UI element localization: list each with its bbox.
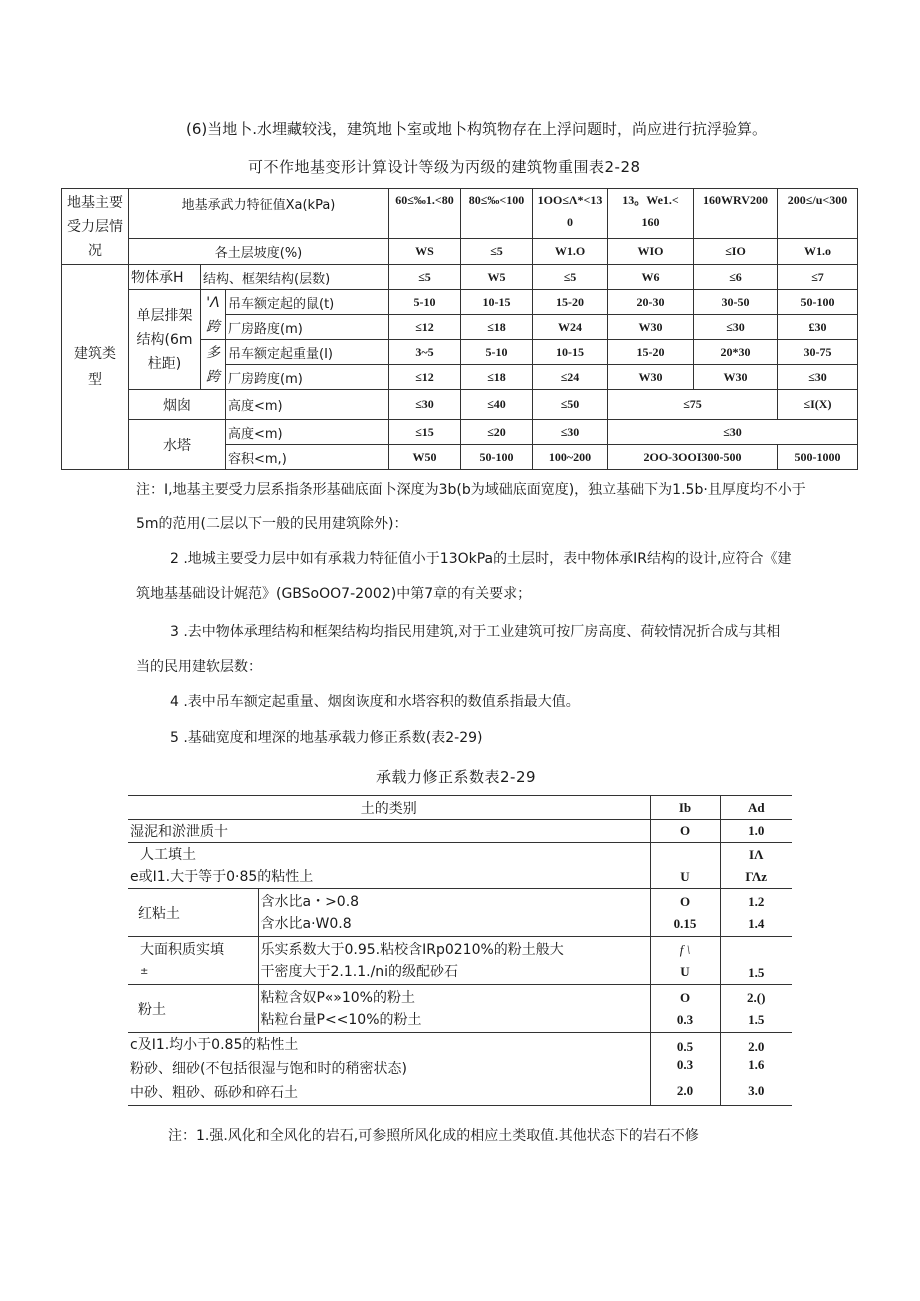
tower-height-value: ≤30 (608, 420, 858, 445)
tower-volume-value: 2OO-3OOI300-500 (608, 445, 778, 470)
tower-volume-value: 500-1000 (778, 445, 858, 470)
eta-d-value: 1.5 (720, 937, 792, 985)
span-label: 厂房跨度(m) (226, 365, 389, 390)
soil-type-label: 湿泥和淤泄质十 (128, 820, 650, 843)
span-value: ≤18 (461, 315, 533, 340)
note-3-line-1: 3 .去中物体承理结构和框架结构均指民用建筑,对于工业建筑可按厂房高度、荷较情况折合成与其相 (170, 624, 781, 640)
note-1-line-1: 注：I,地基主要受力层系指条形基础底面卜深度为3b(b为域础底面宽度)，独立基础下为1.5b·且厚度均不小于 (136, 482, 806, 498)
span-value: ≤30 (778, 365, 858, 390)
note-1-line-2: 5m的范用(二层以下一般的民用建筑除外)： (136, 516, 408, 532)
crane-value: 30-75 (778, 340, 858, 365)
note-2-line-2: 筑地基基础设计娓范》(GBSoOO7-2002)中第7章的有关要求； (136, 586, 532, 602)
frame-value: W5 (461, 265, 533, 290)
soil-type-label: e或I1.大于等于0·85的粘性上 (130, 868, 314, 885)
eta-d-value: 1.5 (748, 1011, 765, 1027)
span-value: W24 (533, 315, 608, 340)
crane-value: 10-15 (533, 340, 608, 365)
single-span-label: 'Λ跨 (201, 290, 226, 340)
crane-value: 20*30 (694, 340, 778, 365)
eta-b-value: 0.3 (676, 1011, 694, 1027)
crane-value: 15-20 (533, 290, 608, 315)
fak-value: 200≤/u<300 (778, 189, 858, 239)
header-eta-d: Ad (720, 796, 792, 820)
masonry-label: 物体承H (129, 265, 201, 290)
eta-d-value: 1.4 (748, 915, 765, 931)
soil-subtype-label: 含水比a·W0.8 (260, 915, 352, 932)
span-value: ≤30 (694, 315, 778, 340)
tower-volume-value: 100~200 (533, 445, 608, 470)
frame-label: 结构、框架结构(层数) (201, 265, 389, 290)
span-value: ≤12 (389, 365, 461, 390)
crane-value: 5-10 (389, 290, 461, 315)
crane-value: 15-20 (608, 340, 694, 365)
crane-capacity-label: 吊车额定起重量(I) (226, 340, 389, 365)
header-soil-type: 土的类别 (128, 796, 650, 820)
soil-type-label: 人工填土 (140, 846, 196, 863)
fak-value: 13。We1.<160 (608, 189, 694, 239)
eta-b-value: 2.0 (676, 1083, 694, 1098)
slope-value: WS (389, 239, 461, 265)
soil-group-label: ± (140, 965, 149, 977)
span-value: W30 (694, 365, 778, 390)
slope-value: WIO (608, 239, 694, 265)
chimney-value: ≤75 (608, 390, 778, 420)
chimney-value: ≤30 (389, 390, 461, 420)
eta-b-value: 0.5 (676, 1039, 694, 1054)
frame-value: ≤6 (694, 265, 778, 290)
eta-d-value: ΓΛz (745, 868, 768, 884)
span-value: W30 (608, 315, 694, 340)
chimney-height-label: 高度<m) (226, 390, 389, 420)
table1-caption: 可不作地基变形计算设计等级为丙级的建筑物重围表2-28 (248, 158, 641, 176)
tower-height-value: ≤30 (533, 420, 608, 445)
eta-b-value: O (650, 820, 720, 843)
crane-value: 3~5 (389, 340, 461, 365)
tower-volume-value: 50-100 (461, 445, 533, 470)
multi-span-label: 多跨 (201, 340, 226, 390)
soil-type-label: 中砂、粗砂、砾砂和碎石土 (130, 1085, 298, 1101)
eta-d-value: 3.0 (748, 1083, 765, 1098)
eta-b-value: f \ (679, 941, 691, 957)
eta-b-value: 0.15 (673, 915, 697, 931)
chimney-label: 烟囱 (129, 390, 226, 420)
building-type-label: 建筑类型 (62, 265, 129, 470)
fak-row-label: 地基承武力特征值Xa(kPa) (129, 189, 389, 239)
eta-b-value: O (679, 893, 691, 909)
soil-subtype-label: 乐实系数大于0.95.粘校含IRp0210%的粉土般大 (260, 941, 564, 958)
eta-b-value: U (650, 843, 720, 889)
eta-d-value: 2.() (747, 989, 766, 1005)
eta-b-value: O (679, 989, 691, 1005)
tower-volume-label: 容积<m,) (226, 445, 389, 470)
soil-subtype-label: 粘粒含奴P«»10%的粉土 (260, 989, 415, 1006)
tower-volume-value: W50 (389, 445, 461, 470)
note-4: 4 .表中吊车额定起重量、烟囱诙度和水塔容积的数值系指最大值。 (170, 694, 580, 710)
eta-b-value: U (680, 963, 690, 979)
span-label: 厂房路度(m) (226, 315, 389, 340)
span-value: ≤18 (461, 365, 533, 390)
fak-value: 160WRV200 (694, 189, 778, 239)
soil-type-label: c及I1.均小于0.85的粘性土 (130, 1037, 299, 1053)
slope-value: W1.o (778, 239, 858, 265)
chimney-value: ≤50 (533, 390, 608, 420)
span-value: ≤24 (533, 365, 608, 390)
note-3-line-2: 当的民用建软层数： (136, 659, 262, 675)
chimney-value: ≤I(X) (778, 390, 858, 420)
crane-value: 50-100 (778, 290, 858, 315)
frame-value: ≤5 (533, 265, 608, 290)
intro-paragraph: (6)当地卜.水埋藏较浅，建筑地卜室或地卜构筑物存在上浮问题时，尚应进行抗浮验算。 (186, 120, 768, 138)
note-5: 5 .基础宽度和埋深的地基承载力修正系数(表2-29) (170, 730, 483, 746)
water-tower-label: 水塔 (129, 420, 226, 470)
fak-value: 60≤‰1.<80 (389, 189, 461, 239)
span-value: W30 (608, 365, 694, 390)
crane-value: 30-50 (694, 290, 778, 315)
crane-capacity-label: 吊车额定起的鼠(t) (226, 290, 389, 315)
fak-value: 1OO≤Λ*<130 (533, 189, 608, 239)
soil-type-label: 粉砂、细砂(不包括很湿与饱和时的稍密状态) (130, 1061, 407, 1077)
tower-height-value: ≤20 (461, 420, 533, 445)
table1-corner-header: 地基主要受力层情况 (62, 189, 129, 265)
soil-subtype-label: 粘粒台量P<<10%的粉土 (260, 1011, 422, 1028)
span-value: ≤12 (389, 315, 461, 340)
tower-height-label: 高度<m) (226, 420, 389, 445)
chimney-value: ≤40 (461, 390, 533, 420)
slope-value: ≤5 (461, 239, 533, 265)
soil-group-label: 红粘土 (128, 889, 258, 937)
soil-group-label: 粉土 (128, 985, 258, 1033)
eta-d-value: IΛ (749, 846, 764, 862)
crane-value: 5-10 (461, 340, 533, 365)
eta-b-value: 0.3 (676, 1057, 694, 1072)
bent-structure-label: 单层排架结构(6m柱距) (129, 290, 201, 390)
eta-d-value: 1.2 (748, 893, 765, 909)
eta-d-value: 2.0 (748, 1039, 765, 1054)
note-2-line-1: 2 .地城主要受力层中如有承栽力特征值小于13OkPa的土层时，表中物体承IR结构的设计,应符合《建 (170, 551, 792, 567)
soil-subtype-label: 干密度大于2.1.1./ni的级配砂石 (260, 963, 459, 980)
table2-caption: 承载力修正系数表2-29 (376, 768, 537, 786)
frame-value: ≤7 (778, 265, 858, 290)
slope-value: W1.O (533, 239, 608, 265)
slope-value: ≤IO (694, 239, 778, 265)
slope-row-label: 各土层坡度(%) (129, 239, 389, 265)
eta-d-value: 1.6 (748, 1057, 765, 1072)
soil-subtype-label: 含水比a・>0.8 (260, 893, 360, 910)
tower-height-value: ≤15 (389, 420, 461, 445)
soil-group-label: 大面积质实填 (140, 941, 224, 958)
crane-value: 20-30 (608, 290, 694, 315)
table-2-28 (61, 188, 858, 470)
frame-value: ≤5 (389, 265, 461, 290)
fak-value: 80≤‰<100 (461, 189, 533, 239)
crane-value: 10-15 (461, 290, 533, 315)
table2-footnote: 注：1.强.风化和全风化的岩石,可参照所风化成的相应土类取值.其他状态下的岩石不修 (168, 1128, 699, 1144)
table-2-29 (128, 795, 792, 1106)
eta-d-value: 1.0 (720, 820, 792, 843)
span-value: £30 (778, 315, 858, 340)
frame-value: W6 (608, 265, 694, 290)
header-eta-b: Ib (650, 796, 720, 820)
